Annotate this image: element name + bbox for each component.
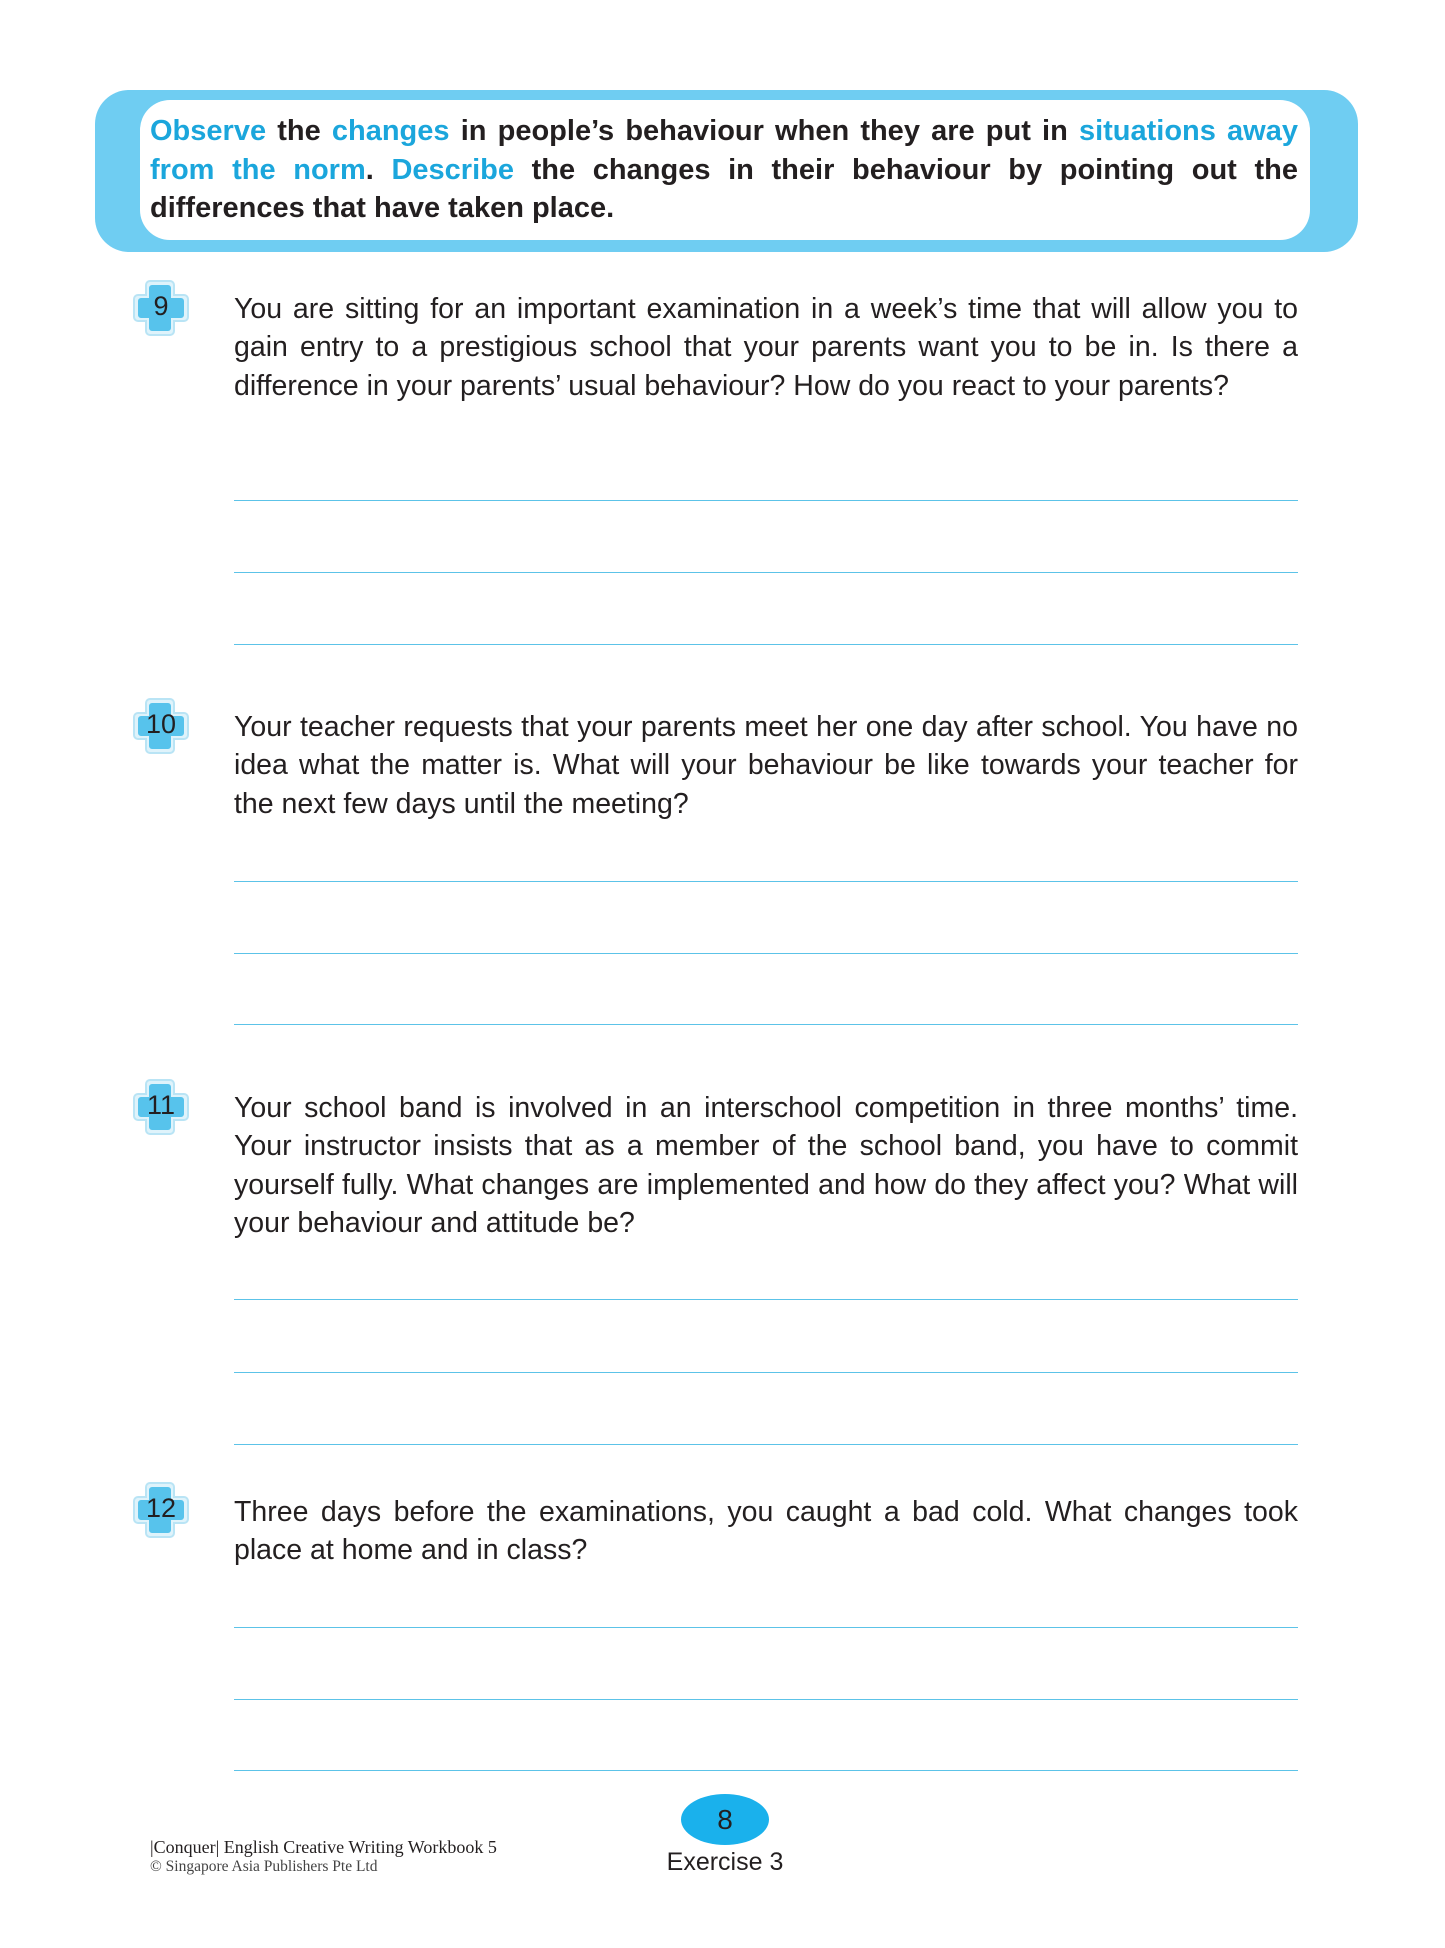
instruction-part: Describe [391,153,514,186]
answer-line[interactable] [234,1770,1298,1771]
exercise-label: Exercise 3 [666,1848,784,1876]
answer-line[interactable] [234,644,1298,645]
answer-line[interactable] [234,1299,1298,1300]
question-text: Your school band is involved in an interschool competition in three months’ time. Your instructor insists that as a member of the school band, you have to commit yourself fully. What changes are implemented and how do they affect you? What will your behaviour and attitude be? [234,1092,1298,1239]
copyright: © Singapore Asia Publishers Pte Ltd [150,1858,378,1875]
instruction-part: changes [331,115,450,147]
question-number: 10 [145,709,177,739]
instruction-part: Observe [150,115,267,147]
question-number: 9 [153,291,169,321]
answer-line[interactable] [234,1699,1298,1700]
answer-line[interactable] [234,1024,1298,1025]
question-number-badge [130,695,192,757]
answer-line[interactable] [234,1444,1298,1445]
question-text: You are sitting for an important examination in a week’s time that will allow you to gain entry to a prestigious school that your parents want you to be in. Is there a difference in your parents’ usual behaviour? How do you react to your parents? [234,293,1298,402]
question-number: 12 [145,1493,177,1523]
page-number-badge [681,1794,769,1845]
question-number-badge [130,1076,192,1138]
question-text: Three days before the examinations, you caught a bad cold. What changes took place at home and in class? [234,1496,1298,1567]
question-number-badge [130,1479,192,1541]
page-number: 8 [717,1804,733,1835]
instruction-text [150,112,1298,228]
instruction-part: the changes in their behaviour by pointing out the differences that have taken place. [150,153,1298,224]
instruction-part: the [266,115,332,147]
answer-line[interactable] [234,1627,1298,1628]
answer-line[interactable] [234,953,1298,954]
answer-line[interactable] [234,1372,1298,1373]
question-number: 11 [146,1090,176,1120]
instruction-part: in people’s behaviour when they are put in [449,115,1079,147]
question-text: Your teacher requests that your parents meet her one day after school. You have no idea what the matter is. What will your behaviour be like towards your teacher for the next few days until the meeting? [234,711,1298,820]
instruction-part: . [365,153,392,186]
answer-line[interactable] [234,500,1298,501]
question-number-badge [130,277,192,339]
answer-line[interactable] [234,881,1298,882]
answer-line[interactable] [234,572,1298,573]
instruction-part: situations away from the norm [150,115,1298,186]
book-title: |Conquer| English Creative Writing Workbook 5 [150,1837,497,1857]
